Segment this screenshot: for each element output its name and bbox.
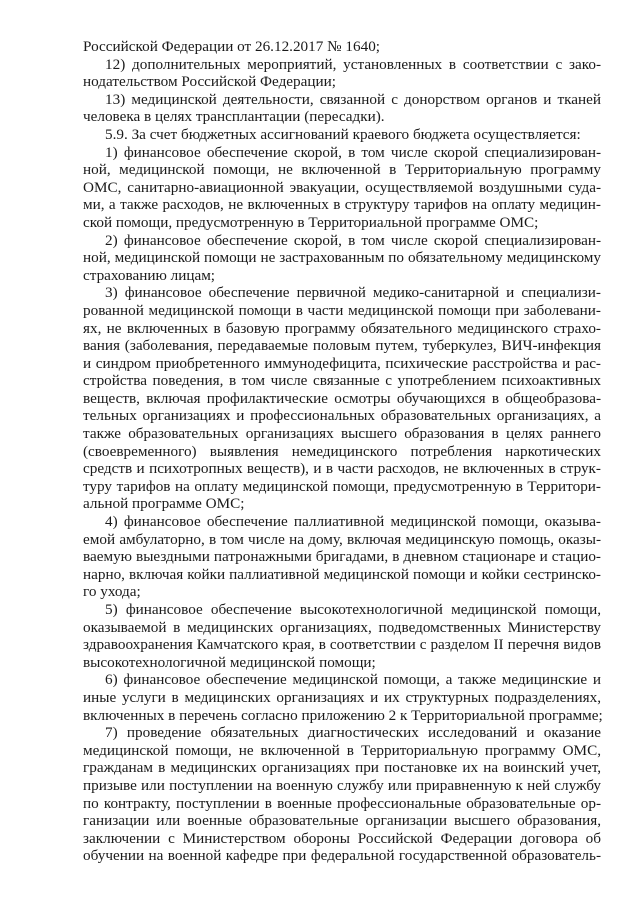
text-line: и синдром приобретенного иммунодефицита, психические расстройства и рас- xyxy=(83,354,601,372)
text-line: оказываемой в медицинских организациях, подведомственных Министерству xyxy=(83,618,601,636)
text-line: гражданам в медицинских организациях при постановке их на воинский учет, xyxy=(83,759,601,777)
text-line: стройства поведения, в том числе связанные с употреблением психоактивных xyxy=(83,372,601,390)
text-line: ганизации или военные образовательные организации высшего образования, xyxy=(83,812,601,830)
text-line: (своевременного) выявления немедицинского потребления наркотических xyxy=(83,442,601,460)
text-line: обучении на военной кафедре при федеральной государственной образователь- xyxy=(83,847,601,865)
text-line: человека в целях трансплантации (пересадки). xyxy=(83,108,385,126)
text-line: туру тарифов на оплату медицинской помощи, предусмотренную в Территори- xyxy=(83,477,601,495)
text-line: ми, а также расходов, не включенных в структуру тарифов на оплату медицин- xyxy=(83,196,601,214)
text-line: здравоохранения Камчатского края, в соответствии с разделом II перечня видов xyxy=(83,636,601,654)
text-line: 5) финансовое обеспечение высокотехнологичной медицинской помощи, xyxy=(105,601,601,618)
text-line: ОМС, санитарно-авиационной эвакуации, осуществляемой воздушными суда- xyxy=(83,178,601,196)
document-page xyxy=(83,38,601,865)
text-line: 3) финансовое обеспечение первичной медико-санитарной и специализи- xyxy=(105,284,601,302)
text-line: заключении с Министерством обороны Российской Федерации договора об xyxy=(83,829,601,847)
text-line: высокотехнологичной медицинской помощи; xyxy=(83,653,376,671)
text-line: также образовательных организациях высшего образования в целях раннего xyxy=(83,425,601,443)
text-line: вания (заболевания, передаваемые половым путем, туберкулез, ВИЧ-инфекция xyxy=(83,337,601,355)
text-line: 5.9. За счет бюджетных ассигнований краевого бюджета осуществляется: xyxy=(105,125,581,143)
text-line: ной, медицинской помощи, не включенной в Территориальную программу xyxy=(83,161,601,179)
text-line: 6) финансовое обеспечение медицинской помощи, а также медицинские и xyxy=(105,671,601,689)
text-line: 7) проведение обязательных диагностических исследований и оказание xyxy=(105,724,601,742)
text-line: медицинской помощи, не включенной в Территориальную программу ОМС, xyxy=(83,741,601,759)
text-line: нодательством Российской Федерации; xyxy=(83,73,336,91)
text-line: го ухода; xyxy=(83,583,141,601)
text-line: емой амбулаторно, в том числе на дому, включая медицинскую помощь, оказы- xyxy=(83,530,601,548)
text-line: Российской Федерации от 26.12.2017 № 1640; xyxy=(83,38,381,55)
text-line: рованной медицинской помощи в части медицинской помощи при заболевани- xyxy=(83,301,601,319)
text-line: альной программе ОМС; xyxy=(83,495,245,513)
text-line: призыве или поступлении на военную службу или приравненную к ней службу xyxy=(83,776,601,794)
text-line: тельных организациях и профессиональных образовательных организациях, а xyxy=(83,407,601,425)
text-line: веществ, включая профилактические осмотры обучающихся в общеобразова- xyxy=(83,389,601,407)
text-line: нарно, включая койки паллиативной медицинской помощи и койки сестринско- xyxy=(83,565,601,583)
text-line: ной, медицинской помощи не застрахованным по обязательному медицинскому xyxy=(83,249,601,267)
text-line: 4) финансовое обеспечение паллиативной медицинской помощи, оказыва- xyxy=(105,513,601,531)
text-line: ской помощи, предусмотренную в Территориальной программе ОМС; xyxy=(83,213,539,231)
text-line: 13) медицинской деятельности, связанной с донорством органов и тканей xyxy=(105,90,601,108)
text-line: 2) финансовое обеспечение скорой, в том числе скорой специализирован- xyxy=(105,231,601,249)
text-line: иные услуги в медицинских организациях и их структурных подразделениях, xyxy=(83,688,601,706)
text-line: 1) финансовое обеспечение скорой, в том числе скорой специализирован- xyxy=(105,143,601,161)
text-line: ях, не включенных в базовую программу обязательного медицинского страхо- xyxy=(83,319,601,337)
text-line: средств и психотропных веществ), и в части расходов, не включенных в струк- xyxy=(83,460,601,478)
text-line: ваемую выездными патронажными бригадами, в дневном стационаре и стацио- xyxy=(83,548,601,566)
text-line: по контракту, поступлении в военные профессиональные образовательные ор- xyxy=(83,794,601,812)
text-line: включенных в перечень согласно приложению 2 к Территориальной программе; xyxy=(83,706,603,724)
text-line: 12) дополнительных мероприятий, установленных в соответствии с зако- xyxy=(105,55,601,73)
text-line: страхованию лицам; xyxy=(83,266,216,284)
